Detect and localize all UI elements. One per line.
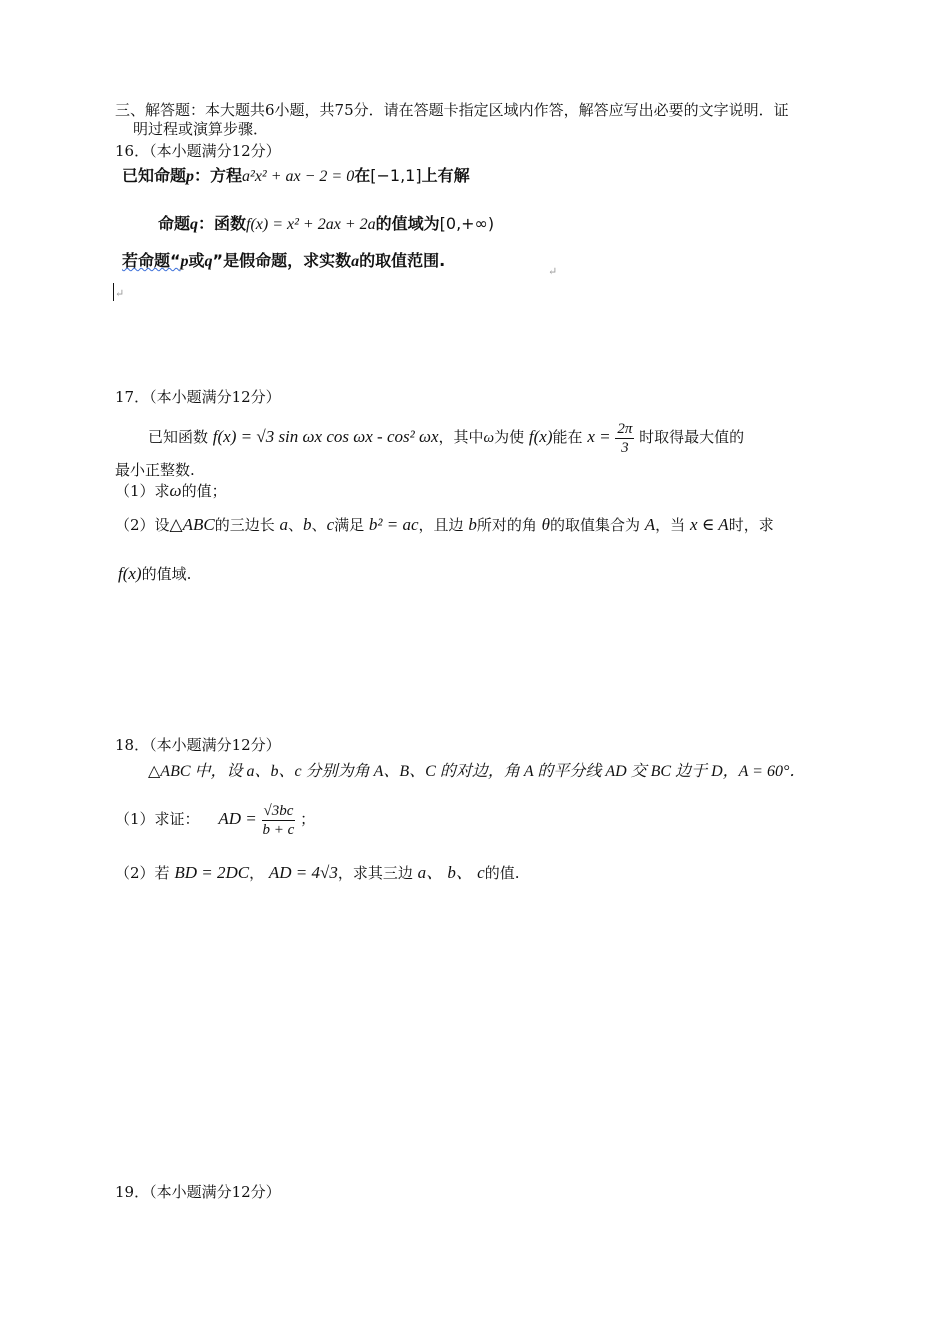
q16-proposition-p: 已知命题p：方程a²x² + ax − 2 = 0在[−1,1]上有解 [122,166,470,185]
q17-number: 17．（本小题满分12分） [115,388,281,406]
q17-part2-line1: （2）设△ABC的三边长 a、b、c满足 b² = ac，且边 b所对的角 θ的取值集合为 A，当 x ∈ A时，求 [115,515,774,534]
q17-fraction: $\frac{2\pi}{3}$ [617,420,633,456]
q18-part2: （2）若 BD = 2DC， AD = 4√3，求其三边 a、 b、 c的值. [115,863,520,882]
q17-part2-line2: f(x)的值域. [118,564,192,583]
section-header-line2: 明过程或演算步骤． [133,120,269,138]
q19-number: 19．（本小题满分12分） [115,1183,281,1201]
q18-fraction: $\frac{√3bc}{b + c}$ [262,802,295,838]
q17-statement-line2: 最小正整数. [115,461,195,479]
q16-proposition-q: 命题q：函数f(x) = x² + 2ax + 2a的值域为[0,+∞) [158,214,495,233]
q18-statement: △ABC 中，设 a、b、c 分别为角 A、B、C 的对边，角 A 的平分线 AD 交 BC 边于 D，A = 60°． [148,763,806,780]
q18-number: 18．（本小题满分12分） [115,736,281,754]
return-mark: ↵ [548,265,558,278]
text-cursor [113,283,114,301]
q17-statement-line1: 已知函数 f(x) = √3 sin ωx cos ωx - cos² ωx，其中ω为使 f(x)能在 x = $\frac{2\pi}{3}$ 时取得最大值的 [148,420,745,456]
q18-part1: （1）求证： AD = $\frac{√3bc}{b + c}$ ； [115,802,316,838]
section-header-line1: 三、解答题：本大题共6小题，共75分．请在答题卡指定区域内作答，解答应写出必要的文字说明．证 [115,101,789,119]
return-mark: ↵ [115,287,125,300]
q16-number: 16．（本小题满分12分） [115,142,281,160]
q16-question: 若命题“p或q”是假命题，求实数a的取值范围. [122,251,446,270]
q17-part1: （1）求ω的值； [115,481,227,500]
